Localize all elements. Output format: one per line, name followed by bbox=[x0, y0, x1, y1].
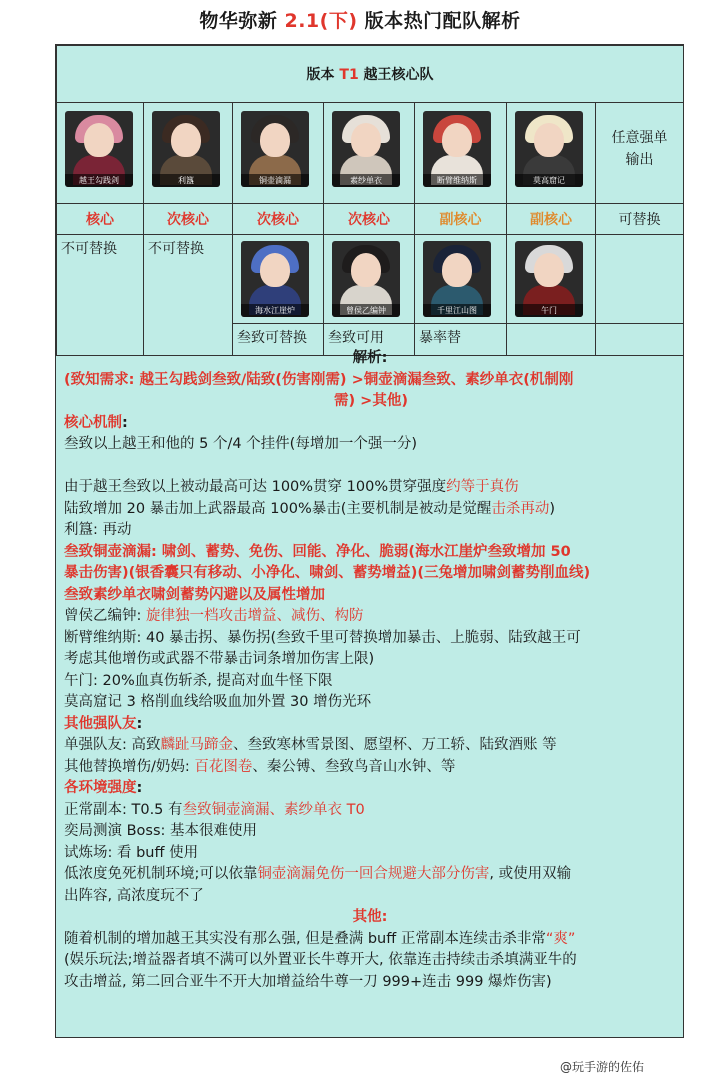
character-name: 海水江崖炉 bbox=[241, 304, 309, 317]
portrait-face bbox=[260, 123, 290, 157]
analysis-line bbox=[64, 542, 676, 564]
analysis-line bbox=[64, 714, 676, 736]
analysis-text: 麟趾马蹄金 bbox=[160, 737, 233, 753]
analysis-text: 曾侯乙编钟: bbox=[64, 608, 146, 624]
analysis-section bbox=[64, 348, 676, 993]
empty-cell bbox=[596, 235, 684, 324]
team-header bbox=[57, 46, 684, 103]
character-name: 越王勾践剑 bbox=[65, 174, 133, 187]
analysis-line bbox=[64, 800, 676, 822]
analysis-text: 试炼场: 看 buff 使用 bbox=[64, 844, 199, 861]
character-name: 利簋 bbox=[152, 174, 220, 187]
analysis-line bbox=[64, 950, 676, 972]
character-portrait bbox=[241, 111, 309, 187]
analysis-line bbox=[64, 929, 676, 951]
portrait-face bbox=[351, 253, 381, 287]
substitute-cell bbox=[324, 235, 415, 324]
role-label: 核心 bbox=[57, 204, 144, 235]
analysis-text: 、叁致寒林雪景图、愿望杯、万工轿、陆致酒账 等 bbox=[233, 737, 557, 753]
analysis-line bbox=[64, 413, 676, 435]
character-portrait bbox=[152, 111, 220, 187]
any-dps-label-line2: 输出 bbox=[625, 152, 654, 168]
role-label: 副核心 bbox=[507, 204, 596, 235]
analysis-text: : bbox=[136, 780, 143, 796]
substitute-cell bbox=[233, 235, 324, 324]
character-portrait bbox=[241, 241, 309, 317]
character-name: 午门 bbox=[515, 304, 583, 317]
analysis-text: (致知需求: 越王勾践剑叁致/陆致(伤害刚需) >铜壶滴漏叁致、素纱单衣(机制刚 bbox=[64, 371, 574, 388]
analysis-text: 百花图卷 bbox=[194, 758, 253, 775]
analysis-text: 出阵容, 高浓度玩不了 bbox=[64, 887, 204, 904]
character-name: 铜壶滴漏 bbox=[241, 174, 309, 187]
analysis-text: 铜壶滴漏免伤一回合规避大部分伤害 bbox=[257, 866, 490, 882]
any-dps-label-line1: 任意强单 bbox=[611, 130, 668, 146]
character-portrait bbox=[515, 111, 583, 187]
analysis-text: 其他强队友 bbox=[64, 715, 137, 732]
analysis-text: 奕局测演 Boss: 基本很难使用 bbox=[64, 823, 258, 839]
analysis-text: 低浓度免死机制环境;可以依靠 bbox=[64, 866, 258, 882]
portrait-face bbox=[534, 123, 564, 157]
analysis-text: 解析: bbox=[352, 350, 388, 366]
analysis-line bbox=[64, 348, 676, 370]
character-cell bbox=[57, 103, 144, 204]
analysis-text: : bbox=[122, 414, 128, 431]
page-title bbox=[0, 6, 720, 33]
analysis-line bbox=[64, 821, 676, 843]
analysis-text: 核心机制 bbox=[64, 414, 122, 431]
any-dps-cell bbox=[596, 103, 684, 204]
character-cell bbox=[233, 103, 324, 204]
analysis-text: 陆致增加 20 暴击加上武器最高 100%暴击(主要机制是被动是觉醒 bbox=[64, 500, 492, 517]
analysis-text: 约等于真伤 bbox=[446, 479, 519, 495]
substitute-note: 叁致可用 bbox=[324, 324, 415, 356]
team-board bbox=[55, 44, 684, 1038]
analysis-text: 单强队友: 高致 bbox=[64, 737, 161, 753]
analysis-line bbox=[64, 757, 676, 779]
analysis-text: 午门: 20%血真伤斩杀, 提高对血牛怪下限 bbox=[64, 672, 333, 689]
character-portrait bbox=[423, 111, 491, 187]
analysis-line bbox=[64, 585, 676, 607]
team-table bbox=[56, 45, 684, 356]
portrait-face bbox=[442, 123, 472, 157]
analysis-text: 叁致以上越王和他的 5 个/4 个挂件(每增加一个强一分) bbox=[64, 436, 417, 452]
role-label: 副核心 bbox=[415, 204, 507, 235]
analysis-text: 叁致铜壶滴漏: 啸剑、蓄势、免伤、回能、净化、脆弱(海水江崖炉叁致增加 50 bbox=[64, 543, 571, 560]
analysis-text: 击杀再动 bbox=[491, 500, 550, 517]
analysis-line bbox=[64, 778, 676, 800]
analysis-text: 考虑其他增伤或武器不带暴击词条增加伤害上限) bbox=[64, 651, 375, 667]
substitute-note: 叁致可替换 bbox=[233, 324, 324, 356]
analysis-line bbox=[64, 864, 676, 886]
role-label: 次核心 bbox=[144, 204, 233, 235]
team-tier: T1 bbox=[339, 67, 359, 83]
analysis-text: 莫高窟记 3 格削血线给吸血加外置 30 增伤光环 bbox=[64, 694, 372, 710]
analysis-text: 旋律独一档攻击增益、减伤、构防 bbox=[146, 608, 364, 624]
character-name: 断臂维纳斯 bbox=[423, 174, 491, 187]
analysis-line bbox=[64, 972, 676, 994]
character-portrait bbox=[65, 111, 133, 187]
analysis-text: “爽” bbox=[545, 930, 576, 947]
analysis-text: 随着机制的增加越王其实没有那么强, 但是叠满 buff 正常副本连续击杀非常 bbox=[64, 930, 546, 947]
substitute-note: 暴率替 bbox=[415, 324, 507, 356]
analysis-line bbox=[64, 907, 676, 929]
portrait-face bbox=[84, 123, 114, 157]
character-name: 曾侯乙编钟 bbox=[332, 304, 400, 317]
analysis-line bbox=[64, 563, 676, 585]
character-name: 莫高窟记 bbox=[515, 174, 583, 187]
analysis-line bbox=[64, 735, 676, 757]
analysis-text: 暴击伤害)(银香囊只有移动、小净化、啸剑、蓄势增益)(三兔增加啸剑蓄势削血线) bbox=[64, 565, 591, 581]
analysis-text: , 或使用双输 bbox=[489, 866, 572, 882]
watermark: @玩手游的佐佑 bbox=[560, 1060, 645, 1074]
analysis-line bbox=[64, 843, 676, 865]
analysis-text: 叁致素纱单衣啸剑蓄势闪避以及属性增加 bbox=[64, 586, 325, 603]
team-header-suffix: 越王核心队 bbox=[358, 67, 434, 83]
portrait-face bbox=[534, 253, 564, 287]
portrait-face bbox=[442, 253, 472, 287]
analysis-text: 由于越王叁致以上被动最高可达 100%贯穿 100%贯穿强度 bbox=[64, 479, 447, 495]
role-label: 次核心 bbox=[324, 204, 415, 235]
analysis-line bbox=[64, 649, 676, 671]
analysis-line bbox=[64, 477, 676, 499]
character-name: 千里江山图 bbox=[423, 304, 491, 317]
character-cell bbox=[324, 103, 415, 204]
analysis-line bbox=[64, 370, 676, 392]
replace-note: 不可替换 bbox=[144, 235, 233, 356]
analysis-text: 正常副本: T0.5 有 bbox=[64, 801, 183, 818]
blank-line bbox=[64, 456, 676, 478]
analysis-text: 叁致铜壶滴漏、素纱单衣 T0 bbox=[182, 801, 365, 818]
substitute-cell bbox=[507, 235, 596, 324]
analysis-line bbox=[64, 520, 676, 542]
analysis-line bbox=[64, 391, 676, 413]
analysis-line bbox=[64, 606, 676, 628]
analysis-line bbox=[64, 499, 676, 521]
analysis-text: 需) >其他) bbox=[334, 393, 408, 409]
character-portrait bbox=[515, 241, 583, 317]
title-version: 2.1(下) bbox=[284, 10, 358, 32]
analysis-line bbox=[64, 671, 676, 693]
character-name: 素纱单衣 bbox=[332, 174, 400, 187]
title-prefix: 物华弥新 bbox=[199, 10, 285, 32]
analysis-text: : bbox=[136, 715, 143, 732]
analysis-text: (娱乐玩法;增益器者填不满可以外置亚长牛尊开大, 依靠连击持续击杀填满亚牛的 bbox=[64, 952, 577, 968]
analysis-text: 利簋: 再动 bbox=[64, 522, 132, 538]
analysis-line bbox=[64, 692, 676, 714]
analysis-text: 断臂维纳斯: 40 暴击拐、暴伤拐(叁致千里可替换增加暴击、上脆弱、陆致越王可 bbox=[64, 629, 581, 646]
any-dps-label bbox=[596, 127, 683, 171]
character-portrait bbox=[332, 111, 400, 187]
analysis-text: 、秦公镈、叁致鸟音山水钟、等 bbox=[252, 758, 456, 775]
analysis-text: 其他: bbox=[352, 909, 388, 925]
character-cell bbox=[144, 103, 233, 204]
analysis-text: 各环境强度 bbox=[64, 780, 137, 796]
team-header-prefix: 版本 bbox=[306, 67, 340, 83]
analysis-text: ) bbox=[549, 500, 556, 517]
analysis-line bbox=[64, 886, 676, 908]
analysis-line bbox=[64, 434, 676, 456]
substitute-cell bbox=[415, 235, 507, 324]
character-portrait bbox=[423, 241, 491, 317]
analysis-text: 攻击增益, 第二回合亚牛不开大加增益给牛尊一刀 999+连击 999 爆炸伤害) bbox=[64, 973, 552, 990]
analysis-text: 其他替换增伤/奶妈: bbox=[64, 758, 195, 775]
replace-note: 不可替换 bbox=[57, 235, 144, 356]
portrait-face bbox=[260, 253, 290, 287]
character-cell bbox=[507, 103, 596, 204]
role-label: 可替换 bbox=[596, 204, 684, 235]
portrait-face bbox=[351, 123, 381, 157]
character-portrait bbox=[332, 241, 400, 317]
analysis-line bbox=[64, 628, 676, 650]
portrait-face bbox=[171, 123, 201, 157]
title-suffix: 版本热门配队解析 bbox=[357, 10, 521, 32]
character-cell bbox=[415, 103, 507, 204]
role-label: 次核心 bbox=[233, 204, 324, 235]
